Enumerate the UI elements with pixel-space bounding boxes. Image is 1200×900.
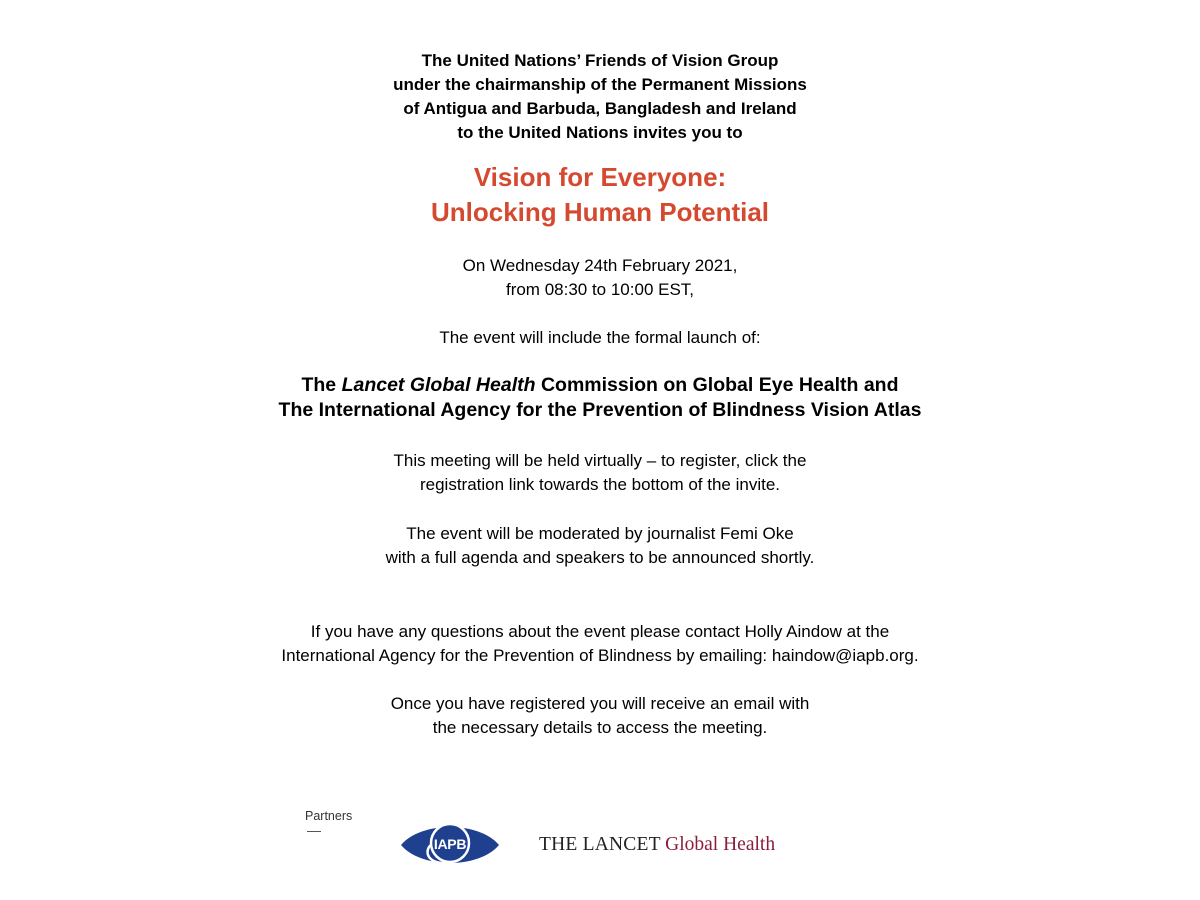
partners-label: Partners (305, 809, 353, 823)
host-statement (0, 49, 1200, 145)
registration-note (0, 692, 1200, 740)
date-line: On Wednesday 24th February 2021, (462, 256, 738, 275)
launch-title-line (0, 373, 1200, 398)
launch-intro (0, 326, 1200, 350)
event-title (0, 160, 1200, 230)
lancet-logo-journal: Global Health (665, 834, 776, 855)
iapb-logo-text: IAPB (433, 836, 467, 852)
host-line: The United Nations’ Friends of Vision Group (421, 51, 779, 70)
virtual-line: registration link towards the bottom of the invite. (419, 475, 780, 494)
journal-name: Lancet Global Health (341, 374, 536, 396)
lancet-global-health-logo (539, 833, 775, 858)
time-line: from 08:30 to 10:00 EST, (505, 280, 695, 299)
launch-title-line: The International Agency for the Prevention of Blindness Vision Atlas (278, 398, 922, 421)
launch-prefix: The (301, 374, 342, 396)
registration-line: Once you have registered you will receive an email with (390, 694, 810, 713)
contact-line: If you have any questions about the event please contact Holly Aindow at the (310, 622, 890, 641)
contact-note (0, 620, 1200, 668)
moderator-line: with a full agenda and speakers to be announced shortly. (385, 548, 815, 567)
launch-title (0, 373, 1200, 422)
event-title-line: Unlocking Human Potential (430, 197, 770, 227)
lancet-logo-name: THE LANCET (539, 834, 661, 855)
host-line: under the chairmanship of the Permanent Missions (393, 75, 807, 94)
host-line: to the United Nations invites you to (457, 123, 743, 142)
contact-line: International Agency for the Prevention of Blindness by emailing: haindow@iapb.org. (281, 646, 919, 665)
launch-intro-text: The event will include the formal launch of: (439, 328, 761, 347)
partners-divider (307, 831, 321, 832)
moderator-line: The event will be moderated by journalist Femi Oke (406, 524, 794, 543)
event-title-line: Vision for Everyone: (473, 162, 727, 192)
virtual-line: This meeting will be held virtually – to register, click the (393, 451, 807, 470)
iapb-logo (399, 818, 501, 872)
event-date (0, 254, 1200, 302)
launch-suffix: Commission on Global Eye Health and (535, 374, 899, 396)
registration-line: the necessary details to access the meeting. (432, 718, 768, 737)
virtual-meeting-note (0, 449, 1200, 497)
moderator-note (0, 522, 1200, 570)
host-line: of Antigua and Barbuda, Bangladesh and Ireland (403, 99, 797, 118)
